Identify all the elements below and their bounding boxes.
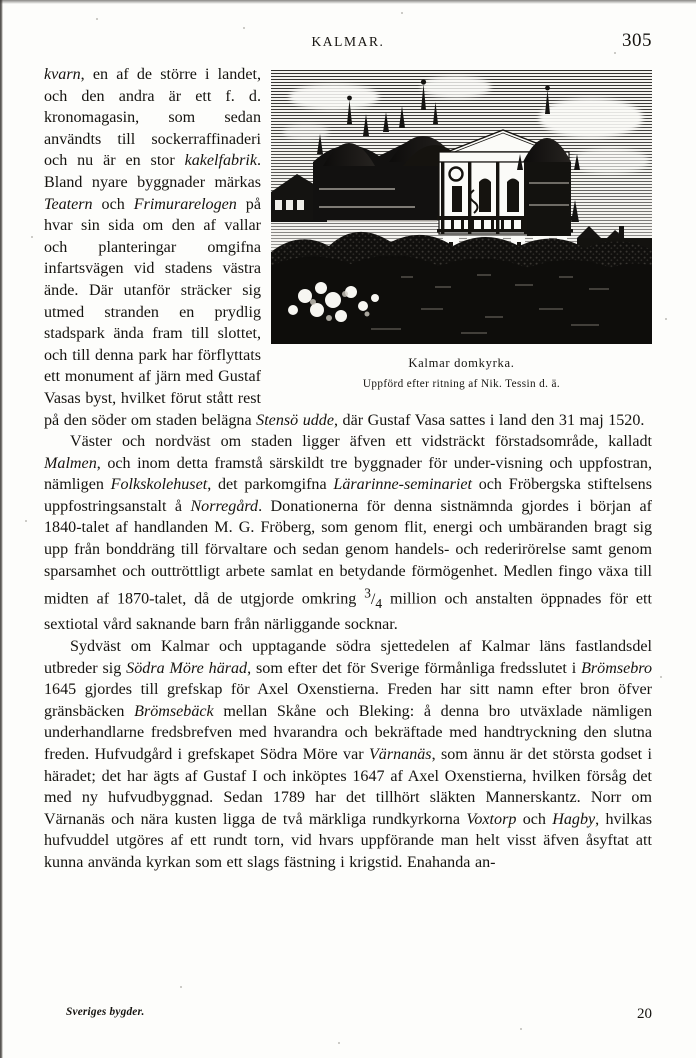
emphasis-voxtorp: Voxtorp (466, 810, 517, 828)
page-footer (66, 1006, 652, 1026)
scan-speckle (665, 318, 667, 320)
emphasis-malmen: Malmen (44, 454, 97, 472)
text-run: Väster och nordväst om staden ligger äfven ett vidsträckt förstadsområde, kalladt (70, 433, 652, 451)
scan-edge-left (0, 0, 3, 1058)
scan-speckle (243, 27, 245, 29)
emphasis-kakelfabrik: kakelfabrik (184, 152, 257, 170)
text-run: Sydväst om Kalmar och upptagande södra sjettedelen af Kalmar läns fastlandsdel utbreder sig (44, 638, 652, 677)
scan-speckle (660, 676, 662, 678)
text-run: och (516, 810, 553, 828)
text-run: , som efter det för Sverige förmånliga fredsslutet i (247, 659, 582, 677)
emphasis-hagby: Hagby (552, 810, 596, 828)
text-run: , hvilkas hufvuddel utgöres af ett rundt torn, vid hvars uppförande man helt visst äfven åsyftat att kunna använda kyrkan som ett slags fästning i krigstid. Enahanda an- (44, 810, 652, 871)
fraction-numerator: 3 (364, 585, 371, 601)
scan-speckle (338, 1042, 340, 1044)
scan-speckle (31, 236, 33, 238)
scan-edge-top (0, 0, 696, 4)
scan-speckle (180, 986, 182, 988)
paragraph-sodra-more (44, 636, 652, 874)
text-run: . Bland nyare byggnader märkas (44, 152, 261, 191)
emphasis-stenso-udde: Stensö udde (256, 411, 334, 429)
figure-caption (271, 356, 652, 390)
emphasis-frimurarelogen: Frimurarelogen (133, 195, 237, 213)
caption-title: Kalmar domkyrka. (408, 356, 515, 370)
text-run: och (92, 195, 134, 213)
caption-subtitle: Uppförd efter ritning af Nik. Tessin d. ä. (362, 378, 561, 390)
foreground-foliage (271, 232, 652, 344)
text-run: och Fröbergska stiftelsens uppfostringsanstalt å (44, 476, 652, 515)
footer-sheet-number: 20 (637, 1006, 652, 1022)
text-run: , en af de större i landet, och den andra är ett f. d. kronomagasin, som sedan användts till sockerraffinaderi och nu är en stor (44, 66, 261, 170)
fraction-three-quarters: $^3/_4$ (364, 585, 383, 611)
emphasis-bromsebro: Brömsebro (581, 659, 653, 677)
emphasis-norregard: Norregård (190, 497, 259, 515)
text-run: , det parkomgifna (207, 476, 334, 494)
text-run: 1645 gjordes till grefskap för Axel Oxenstierna. Freden har sitt namn efter bron öfver gränsbäcken (44, 681, 652, 720)
figure-kalmar-cathedral (271, 70, 652, 390)
running-head (44, 30, 652, 64)
text-run: million och anstalten öppnades för ett sextiotal vård saknande barn från närliggande socknar. (44, 590, 652, 634)
engraving-image (271, 70, 652, 344)
text-run: , där Gustaf Vasa sattes i land den 31 maj 1520. (333, 411, 645, 429)
emphasis-varnanas: Värnanäs (368, 745, 432, 763)
paragraph-malmen (44, 431, 652, 636)
emphasis-sodra-more-harad: Södra Möre härad (126, 659, 248, 677)
text-run: . Donationerna för denna sistnämnda gjordes i början af 1840-talet af handlanden M. G. Fröberg, som genom flit, energi och umbäranden bragt sig upp från bonddräng till förvaltare och sedan genom handels- och rederirörelse samt genom sparsamhet och outtröttligt arbete samlat en betydande förmögenhet. Medlen fingo växa till midten af 1870-talet, då de utgjorde omkring (44, 497, 653, 608)
text-run: mellan Skåne och Bleking: å denna bro utväxlade nämligen underhandlarne fredsbrefven med hvarandra och bekräftade med handtryckning den slutna freden. Hufvudgård i grefskapet Södra Möre var (44, 702, 652, 763)
emphasis-kvarn: kvarn (44, 66, 81, 83)
scan-speckle (96, 18, 98, 20)
cathedral-engraving-artwork (271, 70, 652, 344)
scan-speckle (520, 1028, 522, 1030)
emphasis-bromseback: Brömsebäck (134, 702, 214, 720)
scan-speckle (401, 12, 403, 14)
emphasis-lararinneseminariet: Lärarinne-seminariet (333, 476, 472, 494)
emphasis-teatern: Teatern (44, 195, 93, 213)
fraction-denominator: 4 (375, 595, 383, 611)
page-content (44, 30, 653, 874)
scan-speckle (25, 520, 27, 522)
text-run: på hvar sin sida om den af vallar och planteringar omgifna infartsvägen vid stadens västra ände. Där utanför sträcker sig utmed stranden en prydlig stadspark ända fram till slottet, och till denna park har förflyttats ett monument af järn med Gustaf Vasas byst, hvilket förut stått rest på den söder om staden belägna (44, 195, 261, 429)
text-run: , som ännu är det största godset i häradet; det har ägts af Gustaf I och inköptes 1647 af Axel Oxenstierna, hvilken försåg det med ny hufvudbyggnad. Sedan 1789 har det tillhört släkten Mannerskantz. Norr om Värnanäs och nära kusten ligga de två märkliga rundkyrkorna (44, 745, 652, 828)
footer-signature: Sveriges bygder. (66, 1006, 145, 1018)
emphasis-folkskolehuset: Folkskolehuset (110, 476, 208, 494)
running-head-title: KALMAR. (311, 34, 385, 49)
page-number: 305 (622, 30, 652, 51)
text-run: , och inom detta framstå särskildt tre byggnader för under-visning och uppfostran, nämligen (44, 454, 652, 494)
